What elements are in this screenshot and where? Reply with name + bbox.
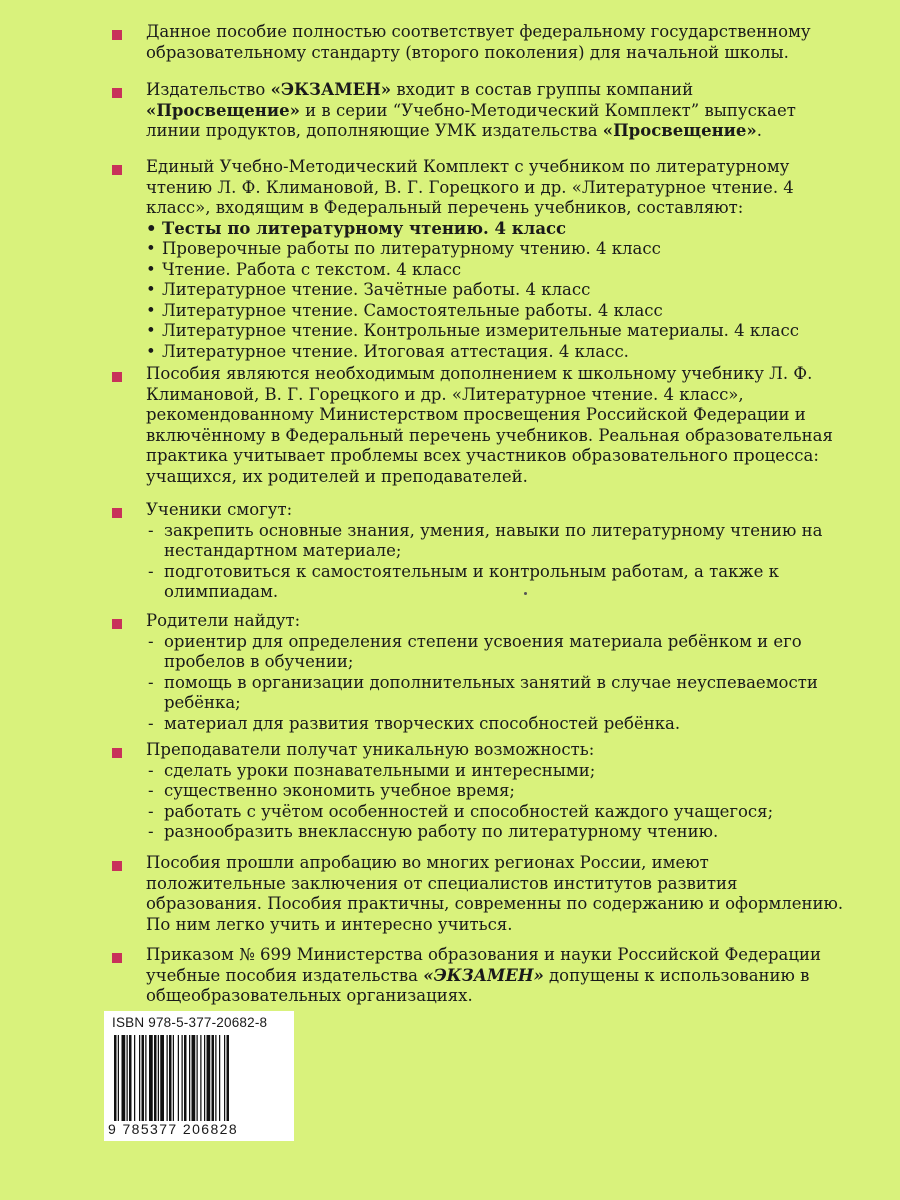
- list-item: • Литературное чтение. Итоговая аттестация. 4 класс.: [146, 342, 852, 363]
- block-publisher: [112, 80, 852, 142]
- barcode-bar: [227, 1035, 230, 1121]
- barcode-bar: [127, 1035, 128, 1121]
- students-list: [146, 521, 852, 603]
- list-item: - закрепить основные знания, умения, навыки по литературному чтению на нестандартном материале;: [146, 521, 852, 562]
- barcode-bar: [154, 1035, 157, 1121]
- barcode-bar: [182, 1035, 183, 1121]
- speck: [524, 592, 527, 595]
- barcode-bar: [149, 1035, 153, 1121]
- ean-number: 9 785377 206828: [108, 1121, 238, 1137]
- parents-intro: Родители найдут:: [146, 611, 301, 630]
- brand-name: «ЭКЗАМЕН»: [423, 965, 544, 985]
- list-item: - существенно экономить учебное время;: [146, 781, 852, 802]
- barcode-bar: [158, 1035, 159, 1121]
- barcode-bar: [173, 1035, 174, 1121]
- block-parents: [112, 611, 852, 734]
- barcode-bar: [122, 1035, 126, 1121]
- barcode-bar: [118, 1035, 119, 1121]
- barcode-bar: [142, 1035, 145, 1121]
- barcode-bar: [192, 1035, 196, 1121]
- barcode-bar: [129, 1035, 132, 1121]
- list-item: - сделать уроки познавательными и интересными;: [146, 761, 852, 782]
- barcode-bar: [200, 1035, 201, 1121]
- students-intro: Ученики смогут:: [146, 500, 293, 519]
- parents-list: [146, 632, 852, 735]
- approbation-text: Пособия прошли апробацию во многих регионах России, имеют положительные заключения от специалистов институтов развития образования. Пособия практичны, современны по содержанию и оформлению. По ним легко учить и интересно учиться.: [146, 853, 844, 934]
- bullet-square: [112, 953, 122, 963]
- barcode-bar: [184, 1035, 187, 1121]
- barcode-bar: [139, 1035, 140, 1121]
- brand-name: «ЭКЗАМЕН»: [270, 80, 392, 99]
- barcode-bar: [145, 1035, 146, 1121]
- group-name-2: «Просвещение»: [602, 121, 757, 140]
- block-order: [112, 945, 852, 1007]
- barcode-bar: [114, 1035, 117, 1121]
- supplement-text: Пособия являются необходимым дополнением к школьному учебнику Л. Ф. Климановой, В. Г. Горецкого и др. «Литературное чтение. 4 класс», рекомендованному Министерством просвещения Российской Федерации и включённому в Федеральный перечень учебников. Реальная образовательная практика учитывает проблемы всех участников образовательного процесса: учащихся, их родителей и преподавателей.: [146, 364, 833, 486]
- barcode-bar: [215, 1035, 216, 1121]
- barcode-bar: [178, 1035, 179, 1121]
- group-name: «Просвещение»: [146, 100, 300, 120]
- list-item: • Тесты по литературному чтению. 4 класс: [146, 219, 852, 240]
- barcode-bar: [169, 1035, 172, 1121]
- list-item: - работать с учётом особенностей и способностей каждого учащегося;: [146, 802, 852, 823]
- barcode-bar: [224, 1035, 225, 1121]
- barcode-bar: [189, 1035, 190, 1121]
- bullet-square: [112, 372, 122, 382]
- list-item: - подготовиться к самостоятельным и контрольным работам, а также к олимпиадам.: [146, 562, 852, 603]
- order-text: Приказом № 699 Министерства образования и науки Российской Федерации учебные пособия издательства «ЭКЗАМЕН» допущены к использованию в общеобразовательных организациях.: [146, 945, 821, 1005]
- list-item: - ориентир для определения степени усвоения материала ребёнком и его пробелов в обучении;: [146, 632, 852, 673]
- umk-list: [146, 219, 852, 363]
- teachers-list: [146, 761, 852, 843]
- bullet-square: [112, 508, 122, 518]
- barcode-bar: [167, 1035, 168, 1121]
- block-umk: [112, 157, 852, 362]
- list-item: - материал для развития творческих способностей ребёнка.: [146, 714, 852, 735]
- bullet-square: [112, 861, 122, 871]
- block-students: [112, 500, 852, 603]
- list-item: • Литературное чтение. Контрольные измерительные материалы. 4 класс: [146, 321, 852, 342]
- isbn-barcode: [104, 1011, 294, 1141]
- list-item: • Литературное чтение. Зачётные работы. 4 класс: [146, 280, 852, 301]
- barcode-bar: [197, 1035, 198, 1121]
- list-item: • Проверочные работы по литературному чтению. 4 класс: [146, 239, 852, 260]
- publisher-text: Издательство «ЭКЗАМЕН» входит в состав группы компаний «Просвещение» и в серии “Учебно-Методический Комплект” выпускает линии продуктов, дополняющие УМК издательства «Просвещение».: [146, 80, 796, 140]
- isbn-number: ISBN 978-5-377-20682-8: [112, 1015, 268, 1030]
- teachers-intro: Преподаватели получат уникальную возможность:: [146, 740, 595, 759]
- block-approbation: [112, 853, 852, 935]
- bullet-square: [112, 619, 122, 629]
- umk-intro: Единый Учебно-Методический Комплект с учебником по литературному чтению Л. Ф. Климановой, В. Г. Горецкого и др. «Литературное чтение. 4 класс», входящим в Федеральный перечень учебников, составляют:: [146, 157, 794, 217]
- barcode-bar: [207, 1035, 211, 1121]
- bullet-square: [112, 748, 122, 758]
- list-item: • Литературное чтение. Самостоятельные работы. 4 класс: [146, 301, 852, 322]
- list-item: - разнообразить внеклассную работу по литературному чтению.: [146, 822, 852, 843]
- barcode-bar: [134, 1035, 135, 1121]
- barcode-bar: [219, 1035, 220, 1121]
- barcode-bar: [204, 1035, 205, 1121]
- block-teachers: [112, 740, 852, 843]
- list-item: • Чтение. Работа с текстом. 4 класс: [146, 260, 852, 281]
- bullet-square: [112, 88, 122, 98]
- bullet-square: [112, 165, 122, 175]
- barcode-bars: [114, 1035, 284, 1121]
- standard-text: Данное пособие полностью соответствует федеральному государственному образовательному стандарту (второго поколения) для начальной школы.: [146, 22, 811, 62]
- list-item: - помощь в организации дополнительных занятий в случае неуспеваемости ребёнка;: [146, 673, 852, 714]
- block-standard: [112, 22, 852, 63]
- bullet-square: [112, 30, 122, 40]
- barcode-bar: [212, 1035, 215, 1121]
- block-supplement: [112, 364, 852, 487]
- barcode-bar: [160, 1035, 164, 1121]
